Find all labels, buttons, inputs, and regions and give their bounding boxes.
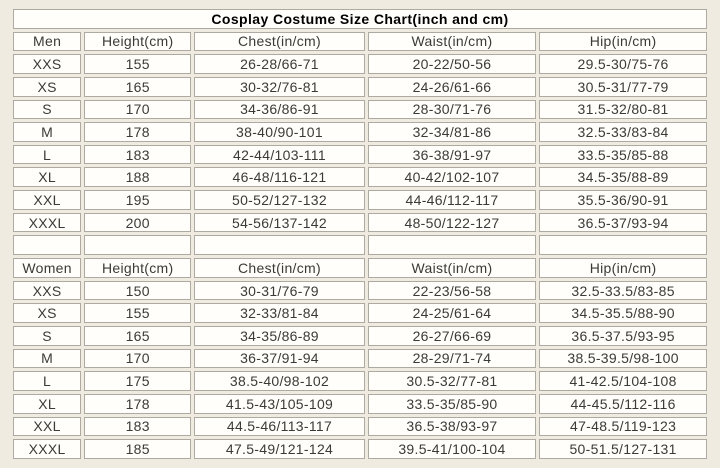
size-label-cell: XXL (13, 417, 81, 437)
measurement-cell: 188 (84, 167, 191, 187)
measurement-cell: 36-38/91-97 (368, 145, 536, 165)
measurement-cell: 36.5-37.5/93-95 (539, 326, 707, 346)
measurement-cell: 46-48/116-121 (194, 167, 365, 187)
men-data-row (13, 122, 707, 142)
measurement-cell: 34-35/86-89 (194, 326, 365, 346)
spacer-cell (84, 235, 191, 255)
men-data-row (13, 100, 707, 120)
measurement-cell: 28-29/71-74 (368, 349, 536, 369)
measurement-cell: 165 (84, 326, 191, 346)
size-label-cell: S (13, 326, 81, 346)
measurement-cell: 41.5-43/105-109 (194, 394, 365, 414)
measurement-cell: 36-37/91-94 (194, 349, 365, 369)
spacer-row (13, 235, 707, 255)
measurement-cell: 34-36/86-91 (194, 100, 365, 120)
measurement-cell: 48-50/122-127 (368, 213, 536, 233)
column-header: Chest(in/cm) (194, 258, 365, 278)
measurement-cell: 36.5-38/93-97 (368, 417, 536, 437)
size-chart-table (10, 6, 710, 462)
column-header: Waist(in/cm) (368, 258, 536, 278)
men-data-row (13, 77, 707, 97)
measurement-cell: 40-42/102-107 (368, 167, 536, 187)
size-label-cell: L (13, 145, 81, 165)
measurement-cell: 26-27/66-69 (368, 326, 536, 346)
measurement-cell: 38.5-40/98-102 (194, 371, 365, 391)
measurement-cell: 31.5-32/80-81 (539, 100, 707, 120)
women-data-row (13, 326, 707, 346)
measurement-cell: 32.5-33/83-84 (539, 122, 707, 142)
measurement-cell: 155 (84, 303, 191, 323)
spacer-cell (13, 235, 81, 255)
size-label-cell: XS (13, 303, 81, 323)
measurement-cell: 30.5-31/77-79 (539, 77, 707, 97)
measurement-cell: 178 (84, 122, 191, 142)
size-label-cell: XXS (13, 281, 81, 301)
men-data-row (13, 167, 707, 187)
measurement-cell: 34.5-35/88-89 (539, 167, 707, 187)
women-data-row (13, 439, 707, 459)
measurement-cell: 170 (84, 100, 191, 120)
women-data-row (13, 303, 707, 323)
chart-title: Cosplay Costume Size Chart(inch and cm) (13, 9, 707, 29)
measurement-cell: 175 (84, 371, 191, 391)
measurement-cell: 39.5-41/100-104 (368, 439, 536, 459)
women-data-row (13, 371, 707, 391)
measurement-cell: 22-23/56-58 (368, 281, 536, 301)
measurement-cell: 35.5-36/90-91 (539, 190, 707, 210)
column-header: Women (13, 258, 81, 278)
column-header: Men (13, 32, 81, 52)
measurement-cell: 38-40/90-101 (194, 122, 365, 142)
measurement-cell: 30-32/76-81 (194, 77, 365, 97)
measurement-cell: 32-34/81-86 (368, 122, 536, 142)
size-label-cell: XL (13, 394, 81, 414)
measurement-cell: 41-42.5/104-108 (539, 371, 707, 391)
women-data-row (13, 394, 707, 414)
measurement-cell: 26-28/66-71 (194, 54, 365, 74)
measurement-cell: 178 (84, 394, 191, 414)
measurement-cell: 33.5-35/85-88 (539, 145, 707, 165)
measurement-cell: 30-31/76-79 (194, 281, 365, 301)
measurement-cell: 47.5-49/121-124 (194, 439, 365, 459)
women-header-row (13, 258, 707, 278)
size-label-cell: XL (13, 167, 81, 187)
men-data-row (13, 213, 707, 233)
size-label-cell: S (13, 100, 81, 120)
measurement-cell: 183 (84, 145, 191, 165)
size-label-cell: M (13, 122, 81, 142)
measurement-cell: 44-46/112-117 (368, 190, 536, 210)
men-data-row (13, 54, 707, 74)
measurement-cell: 165 (84, 77, 191, 97)
measurement-cell: 170 (84, 349, 191, 369)
measurement-cell: 32.5-33.5/83-85 (539, 281, 707, 301)
column-header: Chest(in/cm) (194, 32, 365, 52)
column-header: Waist(in/cm) (368, 32, 536, 52)
measurement-cell: 200 (84, 213, 191, 233)
measurement-cell: 24-26/61-66 (368, 77, 536, 97)
measurement-cell: 47-48.5/119-123 (539, 417, 707, 437)
column-header: Height(cm) (84, 32, 191, 52)
size-label-cell: XS (13, 77, 81, 97)
measurement-cell: 44.5-46/113-117 (194, 417, 365, 437)
size-chart-body (13, 9, 707, 459)
measurement-cell: 20-22/50-56 (368, 54, 536, 74)
measurement-cell: 50-52/127-132 (194, 190, 365, 210)
men-data-row (13, 145, 707, 165)
column-header: Hip(in/cm) (539, 258, 707, 278)
men-data-row (13, 190, 707, 210)
measurement-cell: 30.5-32/77-81 (368, 371, 536, 391)
size-label-cell: XXXL (13, 213, 81, 233)
measurement-cell: 34.5-35.5/88-90 (539, 303, 707, 323)
measurement-cell: 42-44/103-111 (194, 145, 365, 165)
measurement-cell: 195 (84, 190, 191, 210)
measurement-cell: 185 (84, 439, 191, 459)
measurement-cell: 36.5-37/93-94 (539, 213, 707, 233)
measurement-cell: 54-56/137-142 (194, 213, 365, 233)
size-label-cell: L (13, 371, 81, 391)
size-label-cell: XXXL (13, 439, 81, 459)
measurement-cell: 32-33/81-84 (194, 303, 365, 323)
women-data-row (13, 281, 707, 301)
size-label-cell: XXL (13, 190, 81, 210)
measurement-cell: 155 (84, 54, 191, 74)
measurement-cell: 183 (84, 417, 191, 437)
measurement-cell: 50-51.5/127-131 (539, 439, 707, 459)
women-data-row (13, 417, 707, 437)
size-label-cell: M (13, 349, 81, 369)
spacer-cell (368, 235, 536, 255)
measurement-cell: 29.5-30/75-76 (539, 54, 707, 74)
column-header: Hip(in/cm) (539, 32, 707, 52)
size-label-cell: XXS (13, 54, 81, 74)
men-header-row (13, 32, 707, 52)
column-header: Height(cm) (84, 258, 191, 278)
spacer-cell (194, 235, 365, 255)
measurement-cell: 24-25/61-64 (368, 303, 536, 323)
title-row (13, 9, 707, 29)
spacer-cell (539, 235, 707, 255)
measurement-cell: 150 (84, 281, 191, 301)
measurement-cell: 33.5-35/85-90 (368, 394, 536, 414)
women-data-row (13, 349, 707, 369)
measurement-cell: 28-30/71-76 (368, 100, 536, 120)
measurement-cell: 38.5-39.5/98-100 (539, 349, 707, 369)
measurement-cell: 44-45.5/112-116 (539, 394, 707, 414)
